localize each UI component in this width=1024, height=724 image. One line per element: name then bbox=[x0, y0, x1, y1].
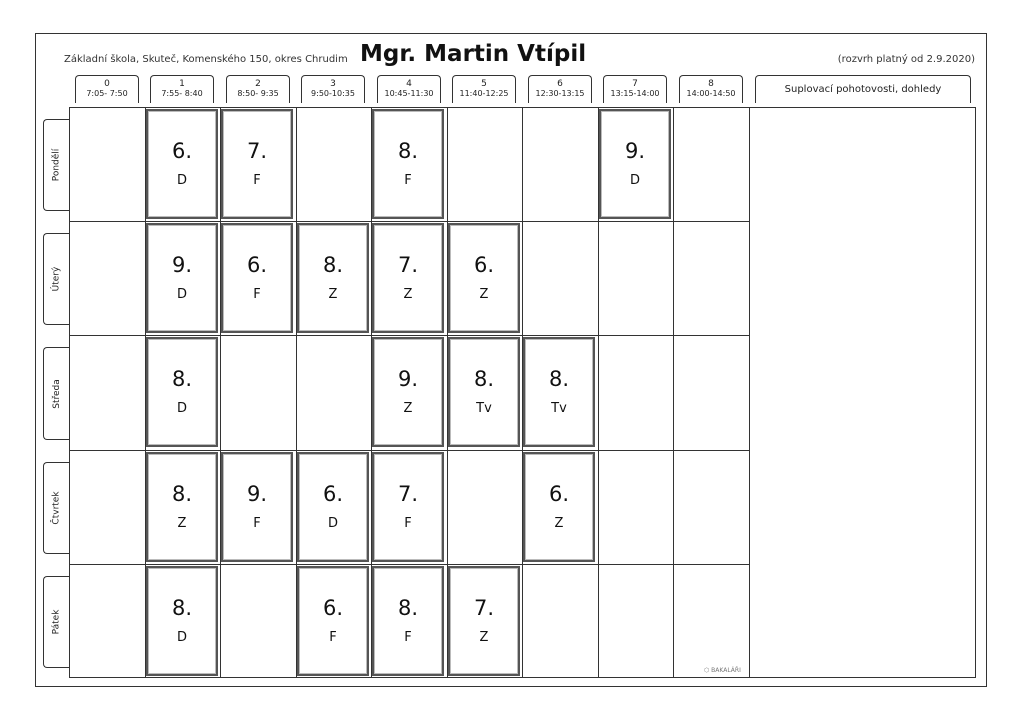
lesson-class: 8. bbox=[322, 253, 344, 277]
period-header-7 bbox=[603, 75, 667, 103]
lesson-subject: Z bbox=[479, 630, 489, 645]
grid-hline bbox=[69, 221, 749, 222]
lesson-cell bbox=[372, 109, 444, 219]
lesson-subject: F bbox=[404, 173, 412, 188]
lesson-class: 6. bbox=[171, 139, 193, 163]
day-label: Středa bbox=[51, 378, 62, 409]
period-header-5 bbox=[452, 75, 516, 103]
grid-vline bbox=[749, 107, 750, 678]
lesson-class: 7. bbox=[246, 139, 268, 163]
lesson-class: 7. bbox=[473, 596, 495, 620]
lesson-class: 8. bbox=[171, 367, 193, 391]
lesson-class: 6. bbox=[322, 482, 344, 506]
period-number: 3 bbox=[330, 79, 336, 89]
validity-note: (rozvrh platný od 2.9.2020) bbox=[837, 54, 975, 65]
lesson-cell bbox=[146, 337, 218, 447]
lesson-class: 9. bbox=[624, 139, 646, 163]
period-number: 8 bbox=[708, 79, 714, 89]
footer-brand bbox=[704, 667, 741, 674]
lesson-class: 6. bbox=[473, 253, 495, 277]
lesson-cell bbox=[448, 223, 520, 333]
lesson-cell bbox=[372, 337, 444, 447]
lesson-cell bbox=[221, 223, 293, 333]
period-header-1 bbox=[150, 75, 214, 103]
period-time: 13:15-14:00 bbox=[610, 89, 660, 98]
day-tab-3 bbox=[43, 462, 69, 554]
lesson-cell bbox=[372, 223, 444, 333]
lesson-cell bbox=[221, 109, 293, 219]
period-number: 5 bbox=[481, 79, 487, 89]
day-tab-1 bbox=[43, 233, 69, 325]
lesson-class: 9. bbox=[397, 367, 419, 391]
period-time: 7:05- 7:50 bbox=[86, 89, 128, 98]
lesson-class: 8. bbox=[473, 367, 495, 391]
day-label: Úterý bbox=[51, 266, 62, 292]
lesson-subject: F bbox=[253, 287, 261, 302]
grid-vline bbox=[673, 107, 674, 678]
period-time: 14:00-14:50 bbox=[686, 89, 736, 98]
period-header-4 bbox=[377, 75, 441, 103]
lesson-subject: F bbox=[329, 630, 337, 645]
lesson-subject: Tv bbox=[476, 401, 492, 416]
period-header-8 bbox=[679, 75, 743, 103]
lesson-cell bbox=[297, 566, 369, 676]
lesson-subject: D bbox=[629, 173, 640, 188]
lesson-subject: F bbox=[253, 173, 261, 188]
lesson-class: 8. bbox=[171, 482, 193, 506]
lesson-class: 7. bbox=[397, 253, 419, 277]
day-label: Čtvrtek bbox=[51, 491, 62, 525]
grid-hline bbox=[69, 450, 749, 451]
lesson-class: 6. bbox=[246, 253, 268, 277]
day-label: Pondělí bbox=[51, 148, 62, 182]
lesson-subject: F bbox=[404, 630, 412, 645]
period-number: 7 bbox=[632, 79, 638, 89]
lesson-subject: D bbox=[176, 630, 187, 645]
lesson-class: 8. bbox=[397, 596, 419, 620]
lesson-cell bbox=[372, 452, 444, 562]
lesson-cell bbox=[523, 452, 595, 562]
school-name: Základní škola, Skuteč, Komenského 150, okres Chrudim bbox=[64, 54, 348, 65]
lesson-subject: D bbox=[176, 173, 187, 188]
supervision-header: Suplovací pohotovosti, dohledy bbox=[755, 75, 971, 103]
lesson-class: 7. bbox=[397, 482, 419, 506]
lesson-cell bbox=[221, 452, 293, 562]
period-header-2 bbox=[226, 75, 290, 103]
lesson-class: 9. bbox=[171, 253, 193, 277]
period-time: 12:30-13:15 bbox=[535, 89, 585, 98]
lesson-subject: D bbox=[176, 287, 187, 302]
period-time: 7:55- 8:40 bbox=[161, 89, 203, 98]
lesson-cell bbox=[448, 566, 520, 676]
lesson-class: 8. bbox=[548, 367, 570, 391]
lesson-cell bbox=[146, 452, 218, 562]
lesson-subject: Z bbox=[403, 401, 413, 416]
day-label: Pátek bbox=[51, 609, 62, 635]
brand-label: BAKALÁŘI bbox=[711, 667, 741, 674]
period-header-6 bbox=[528, 75, 592, 103]
day-tab-0 bbox=[43, 119, 69, 211]
period-time: 10:45-11:30 bbox=[384, 89, 434, 98]
day-tab-2 bbox=[43, 347, 69, 440]
period-number: 0 bbox=[104, 79, 110, 89]
lesson-class: 9. bbox=[246, 482, 268, 506]
period-header-0 bbox=[75, 75, 139, 103]
teacher-name: Mgr. Martin Vtípil bbox=[360, 41, 587, 67]
period-number: 4 bbox=[406, 79, 412, 89]
lesson-cell bbox=[599, 109, 671, 219]
lesson-subject: F bbox=[253, 516, 261, 531]
lesson-cell bbox=[523, 337, 595, 447]
lesson-subject: F bbox=[404, 516, 412, 531]
lesson-cell bbox=[372, 566, 444, 676]
period-number: 1 bbox=[179, 79, 185, 89]
lesson-cell bbox=[297, 223, 369, 333]
lesson-class: 8. bbox=[171, 596, 193, 620]
grid-hline bbox=[69, 335, 749, 336]
lesson-cell bbox=[146, 223, 218, 333]
lesson-subject: Z bbox=[403, 287, 413, 302]
lesson-subject: Tv bbox=[551, 401, 567, 416]
day-tab-4 bbox=[43, 576, 69, 668]
period-time: 8:50- 9:35 bbox=[237, 89, 279, 98]
lesson-cell bbox=[146, 109, 218, 219]
period-number: 2 bbox=[255, 79, 261, 89]
lesson-subject: Z bbox=[479, 287, 489, 302]
lesson-subject: Z bbox=[554, 516, 564, 531]
lesson-subject: D bbox=[327, 516, 338, 531]
lesson-cell bbox=[297, 452, 369, 562]
lesson-subject: Z bbox=[177, 516, 187, 531]
lesson-cell bbox=[146, 566, 218, 676]
lesson-subject: Z bbox=[328, 287, 338, 302]
lesson-cell bbox=[448, 337, 520, 447]
period-header-3 bbox=[301, 75, 365, 103]
period-number: 6 bbox=[557, 79, 563, 89]
period-time: 11:40-12:25 bbox=[459, 89, 509, 98]
lesson-class: 8. bbox=[397, 139, 419, 163]
bakalari-logo-icon: ⬡ bbox=[704, 667, 710, 674]
period-time: 9:50-10:35 bbox=[311, 89, 355, 98]
grid-hline bbox=[69, 564, 749, 565]
lesson-class: 6. bbox=[548, 482, 570, 506]
lesson-class: 6. bbox=[322, 596, 344, 620]
lesson-subject: D bbox=[176, 401, 187, 416]
